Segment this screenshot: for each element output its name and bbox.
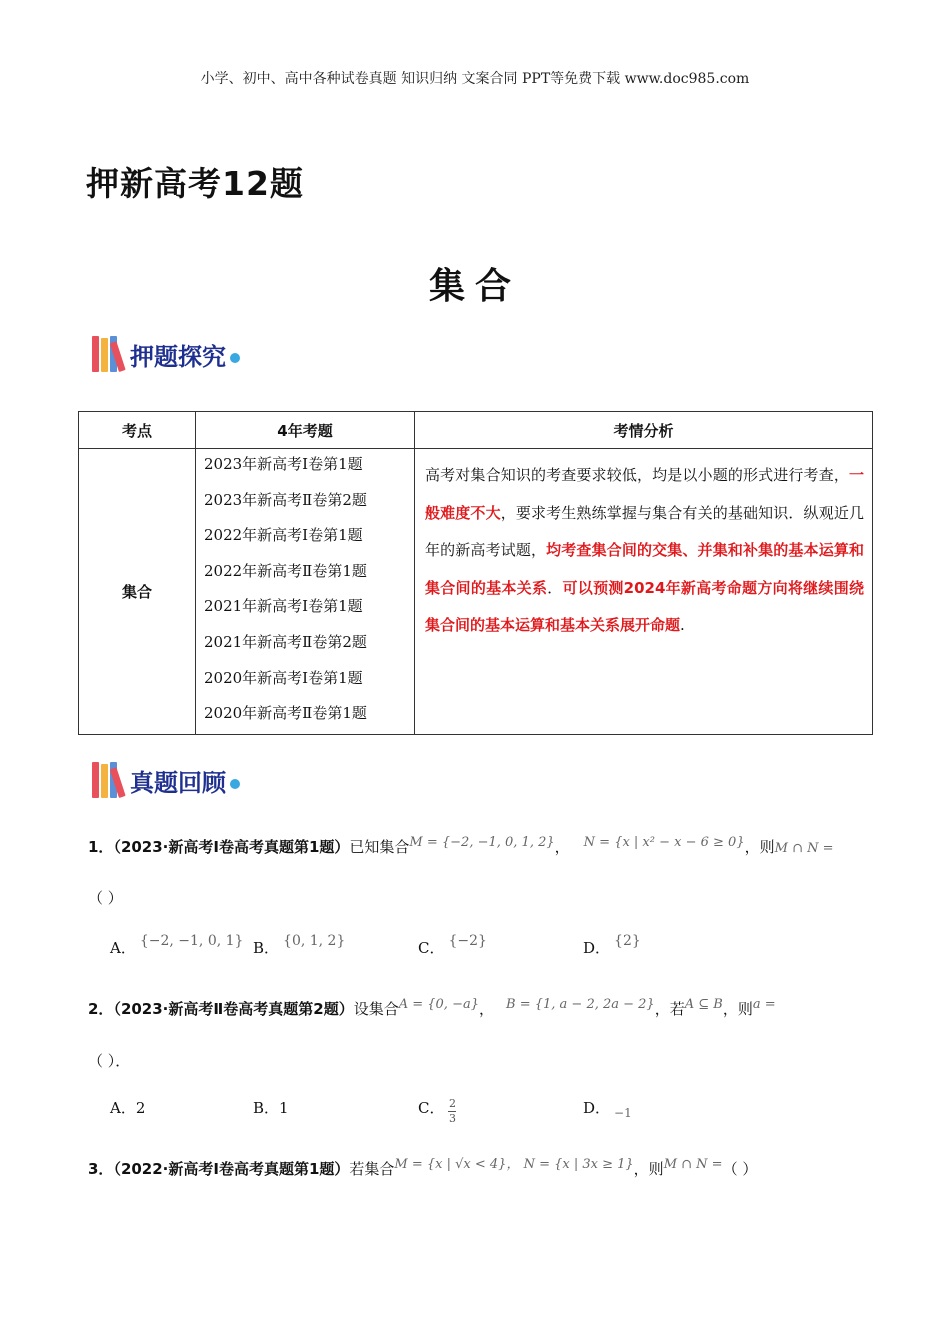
year-item: 2020年新高考Ⅱ卷第1题 <box>204 704 367 723</box>
option-math: −1 <box>614 1106 632 1120</box>
fraction-denominator: 3 <box>448 1112 456 1125</box>
math-expression: M = {−2, −1, 0, 1, 2} <box>409 835 555 850</box>
year-item: 2020年新高考Ⅰ卷第1题 <box>204 668 363 687</box>
fraction <box>448 1097 456 1126</box>
question-number: 3． <box>88 1160 114 1178</box>
option-math: {0, 1, 2} <box>283 933 346 949</box>
books-icon <box>92 336 126 372</box>
dot-icon <box>230 353 240 363</box>
question-1 <box>88 836 834 857</box>
question-source: （2022·新高考Ⅰ卷高考真题第1题） <box>113 1160 350 1178</box>
table-row <box>79 449 873 735</box>
option-math: {2} <box>614 933 641 949</box>
separator: ，则 <box>744 838 775 856</box>
analysis-text: ． <box>547 578 563 597</box>
separator: ， <box>479 1000 495 1018</box>
fraction-numerator: 2 <box>448 1097 456 1110</box>
math-expression: M = {x | √x < 4}， N = {x | 3x ≥ 1} <box>394 1157 634 1172</box>
math-expression: N = {x | x² − x − 6 ≥ 0} <box>583 835 745 850</box>
separator: ， <box>554 838 570 856</box>
year-item: 2021年新高考Ⅰ卷第1题 <box>204 597 363 616</box>
option-text: 2 <box>135 1099 146 1117</box>
exam-analysis-table <box>78 411 873 735</box>
section-title: 真题回顾 <box>130 769 226 797</box>
option-label: B． <box>253 1099 280 1117</box>
option-label: D． <box>583 1099 611 1117</box>
separator: ，若 <box>654 1000 685 1018</box>
analysis-highlight: 可以预测2024年新高考命题方向将继续围绕集合间的基本运算和基本关系展开命题 <box>425 578 864 635</box>
math-expression: M ∩ N = <box>774 841 834 856</box>
separator: ，则 <box>633 1160 664 1178</box>
topic-cell: 集合 <box>79 449 196 735</box>
analysis-text: . <box>680 616 685 635</box>
separator: ，则 <box>722 1000 753 1018</box>
math-expression: A = {0, −a} <box>398 997 479 1012</box>
question-3 <box>88 1158 757 1179</box>
option-c[interactable] <box>418 1097 456 1132</box>
answer-paren: （ ） <box>88 889 123 907</box>
analysis-text: 高考对集合知识的考查要求较低，均是以小题的形式进行考查， <box>425 466 849 484</box>
math-expression: B = {1, a − 2, 2a − 2} <box>506 997 655 1012</box>
main-heading: 集合 <box>428 266 521 307</box>
option-label: C． <box>418 939 445 957</box>
answer-paren: （ ）． <box>88 1052 131 1070</box>
question-source: （2023·新高考Ⅰ卷高考真题第1题） <box>113 838 350 856</box>
year-item: 2022年新高考Ⅱ卷第1题 <box>204 561 367 580</box>
question-stem: 若集合 <box>349 1160 395 1178</box>
analysis-highlight: 一般难度不大 <box>425 466 864 522</box>
section-banner-prediction <box>92 336 240 372</box>
question-stem: 设集合 <box>353 1000 399 1018</box>
question-number: 2． <box>88 1000 114 1018</box>
math-expression: A ⊆ B <box>684 997 723 1012</box>
question-2 <box>88 998 776 1019</box>
option-math: {−2, −1, 0, 1} <box>139 933 244 949</box>
option-label: B． <box>253 939 280 957</box>
header-years: 4年考题 <box>196 412 415 449</box>
question-number: 1． <box>88 838 114 856</box>
math-expression: M ∩ N = <box>663 1157 723 1172</box>
option-label: A． <box>110 939 136 957</box>
option-d[interactable] <box>583 933 641 958</box>
analysis-highlight: 均考查集合间的交集、并集和补集的基本运算和集合间的基本关系 <box>425 541 864 597</box>
table-header-row <box>79 412 873 449</box>
option-d[interactable] <box>583 1097 632 1118</box>
option-b[interactable] <box>253 1097 289 1118</box>
document-title: 押新高考12题 <box>86 164 304 203</box>
option-a[interactable] <box>110 933 244 958</box>
analysis-text: ，要求考生熟练掌握与集合有关的基础知识．纵观近几年的新高考试题， <box>425 503 864 560</box>
section-banner-review <box>92 762 240 798</box>
option-label: C． <box>418 1099 445 1117</box>
question-stem: 已知集合 <box>349 838 410 856</box>
dot-icon <box>230 779 240 789</box>
header-analysis: 考情分析 <box>415 412 873 449</box>
years-cell <box>196 449 415 735</box>
year-item: 2023年新高考Ⅰ卷第1题 <box>204 455 363 473</box>
math-expression: a = <box>752 997 776 1012</box>
option-c[interactable] <box>418 933 487 958</box>
option-b[interactable] <box>253 933 346 958</box>
option-math: {−2} <box>448 933 487 949</box>
option-a[interactable] <box>110 1097 145 1118</box>
page-header-banner: 小学、初中、高中各种试卷真题 知识归纳 文案合同 PPT等免费下载 www.doc985.com <box>200 71 750 87</box>
option-label: D． <box>583 939 611 957</box>
header-topic: 考点 <box>79 412 196 449</box>
section-title: 押题探究 <box>130 343 226 371</box>
question-source: （2023·新高考Ⅱ卷高考真题第2题） <box>113 1000 354 1018</box>
answer-paren: （ ） <box>722 1160 758 1178</box>
books-icon <box>92 762 126 798</box>
year-item: 2022年新高考Ⅰ卷第1题 <box>204 526 363 545</box>
option-text: 1 <box>279 1099 289 1117</box>
option-label: A． <box>110 1099 136 1117</box>
year-item: 2021年新高考Ⅱ卷第2题 <box>204 632 367 651</box>
year-item: 2023年新高考Ⅱ卷第2题 <box>204 490 367 509</box>
analysis-cell <box>415 449 873 735</box>
